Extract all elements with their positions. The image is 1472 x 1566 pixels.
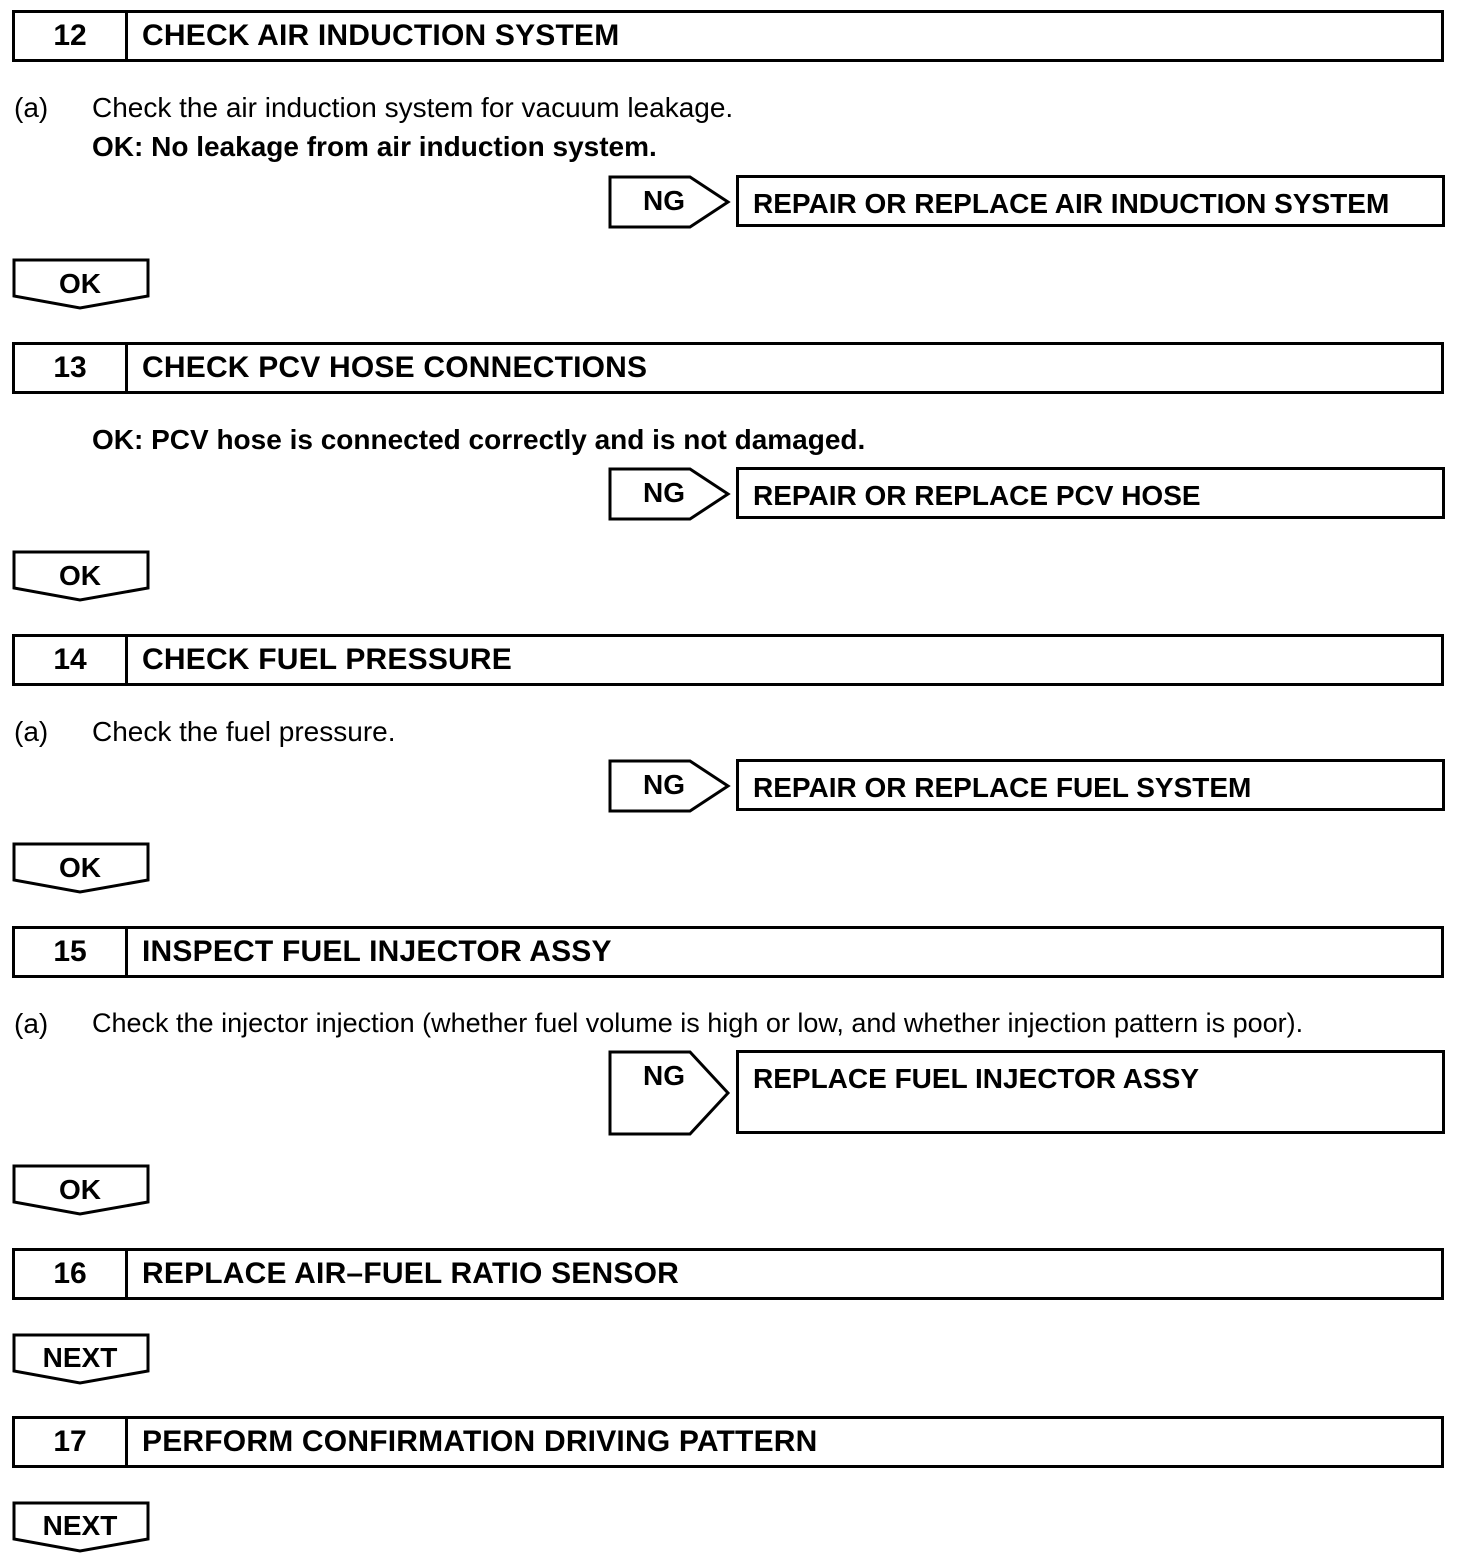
- step-number: 14: [15, 637, 128, 683]
- ng-label: NG: [643, 477, 685, 508]
- step-15-header: [12, 926, 1444, 978]
- step-title: CHECK FUEL PRESSURE: [142, 643, 512, 676]
- ng-action-text: REPAIR OR REPLACE AIR INDUCTION SYSTEM: [753, 188, 1390, 219]
- step-17-header: [12, 1416, 1444, 1468]
- ng-action-text: REPAIR OR REPLACE PCV HOSE: [753, 480, 1201, 511]
- ng-action-text: REPAIR OR REPLACE FUEL SYSTEM: [753, 772, 1252, 803]
- ng-action-box: [736, 467, 1445, 519]
- step-14-header: [12, 634, 1444, 686]
- next-flow-label: NEXT: [42, 1510, 118, 1541]
- ng-label: NG: [643, 1060, 685, 1091]
- step-number: 15: [15, 929, 128, 975]
- ok-criteria: OK: PCV hose is connected correctly and is not damaged.: [92, 424, 866, 455]
- instruction-text: Check the injector injection (whether fuel volume is high or low, and whether injection pattern is poor).: [92, 1008, 1304, 1038]
- step-title: REPLACE AIR–FUEL RATIO SENSOR: [142, 1257, 679, 1290]
- ng-label: NG: [643, 769, 685, 800]
- item-label: (a): [14, 92, 49, 123]
- ok-flow-label: OK: [59, 268, 101, 299]
- instruction-text: Check the air induction system for vacuum leakage.: [92, 92, 734, 123]
- step-12-header: [12, 10, 1444, 62]
- item-label: (a): [14, 716, 49, 747]
- step-number: 16: [15, 1251, 128, 1297]
- step-number: 12: [15, 13, 128, 59]
- next-flow-label: NEXT: [42, 1342, 118, 1373]
- step-number: 17: [15, 1419, 128, 1465]
- ok-criteria: OK: No leakage from air induction system.: [92, 131, 657, 162]
- step-title: CHECK PCV HOSE CONNECTIONS: [142, 351, 648, 384]
- ng-action-box: [736, 1050, 1445, 1134]
- ok-flow-label: OK: [59, 560, 101, 591]
- ng-action-box: [736, 175, 1445, 227]
- step-number: 13: [15, 345, 128, 391]
- step-title: PERFORM CONFIRMATION DRIVING PATTERN: [142, 1425, 818, 1458]
- step-16-header: [12, 1248, 1444, 1300]
- step-title: CHECK AIR INDUCTION SYSTEM: [142, 19, 620, 52]
- ok-flow-label: OK: [59, 1174, 101, 1205]
- item-label: (a): [14, 1008, 49, 1039]
- step-title: INSPECT FUEL INJECTOR ASSY: [142, 935, 612, 968]
- ng-action-text: REPLACE FUEL INJECTOR ASSY: [753, 1063, 1200, 1094]
- ng-action-box: [736, 759, 1445, 811]
- ok-flow-label: OK: [59, 852, 101, 883]
- instruction-text: Check the fuel pressure.: [92, 716, 396, 747]
- step-13-header: [12, 342, 1444, 394]
- ng-label: NG: [643, 185, 685, 216]
